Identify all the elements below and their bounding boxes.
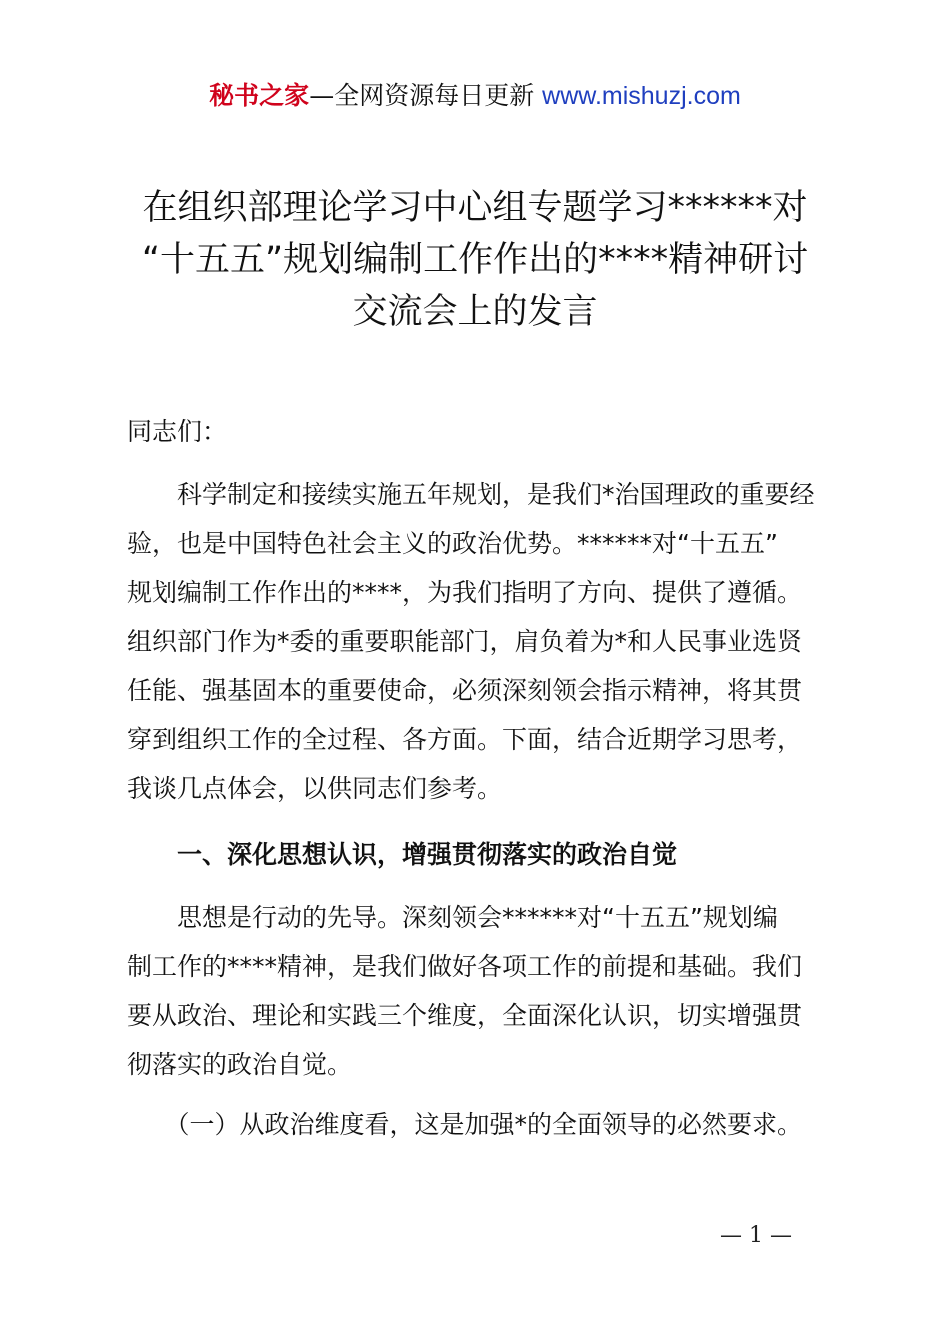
document-title bbox=[110, 182, 840, 338]
paragraph-line: 规划编制工作作出的****，为我们指明了方向、提供了遵循。 bbox=[127, 578, 803, 607]
paragraph-line: 穿到组织工作的全过程、各方面。下面，结合近期学习思考， bbox=[127, 725, 803, 754]
paragraph-line: 思想是行动的先导。深刻领会******对“十五五”规划编 bbox=[127, 903, 778, 932]
paragraph-line: 我谈几点体会，以供同志们参考。 bbox=[127, 774, 503, 803]
page-number: — 1 — bbox=[720, 1223, 792, 1248]
paragraph-line: 彻落实的政治自觉。 bbox=[127, 1050, 353, 1079]
paragraph-line: 验，也是中国特色社会主义的政治优势。******对“十五五” bbox=[127, 529, 778, 558]
paragraph-line: 科学制定和接续实施五年规划，是我们*治国理政的重要经 bbox=[127, 480, 815, 509]
paragraph-intro bbox=[127, 470, 833, 813]
section-heading-1: 一、深化思想认识，增强贯彻落实的政治自觉 bbox=[127, 840, 678, 869]
greeting: 同志们： bbox=[127, 417, 228, 446]
paragraph-line: 要从政治、理论和实践三个维度，全面深化认识，切实增强贯 bbox=[127, 1001, 803, 1030]
title-line: 交流会上的发言 bbox=[352, 292, 598, 332]
paragraph-line: 组织部门作为*委的重要职能部门，肩负着为*和人民事业选贤 bbox=[127, 627, 803, 656]
subsection-heading-1: （一）从政治维度看，这是加强*的全面领导的必然要求。 bbox=[127, 1110, 803, 1139]
site-url: www.mishuzj.com bbox=[542, 82, 741, 110]
title-line: “十五五”规划编制工作作出的****精神研讨 bbox=[141, 240, 809, 280]
paragraph-section-1 bbox=[127, 893, 833, 1089]
header-tagline: —全网资源每日更新 bbox=[309, 81, 535, 110]
title-line: 在组织部理论学习中心组专题学习******对 bbox=[142, 188, 808, 228]
site-watermark-header bbox=[0, 78, 950, 114]
brand-name: 秘书之家 bbox=[209, 81, 310, 110]
paragraph-line: 任能、强基固本的重要使命，必须深刻领会指示精神，将其贯 bbox=[127, 676, 803, 705]
paragraph-line: 制工作的****精神，是我们做好各项工作的前提和基础。我们 bbox=[127, 952, 803, 981]
